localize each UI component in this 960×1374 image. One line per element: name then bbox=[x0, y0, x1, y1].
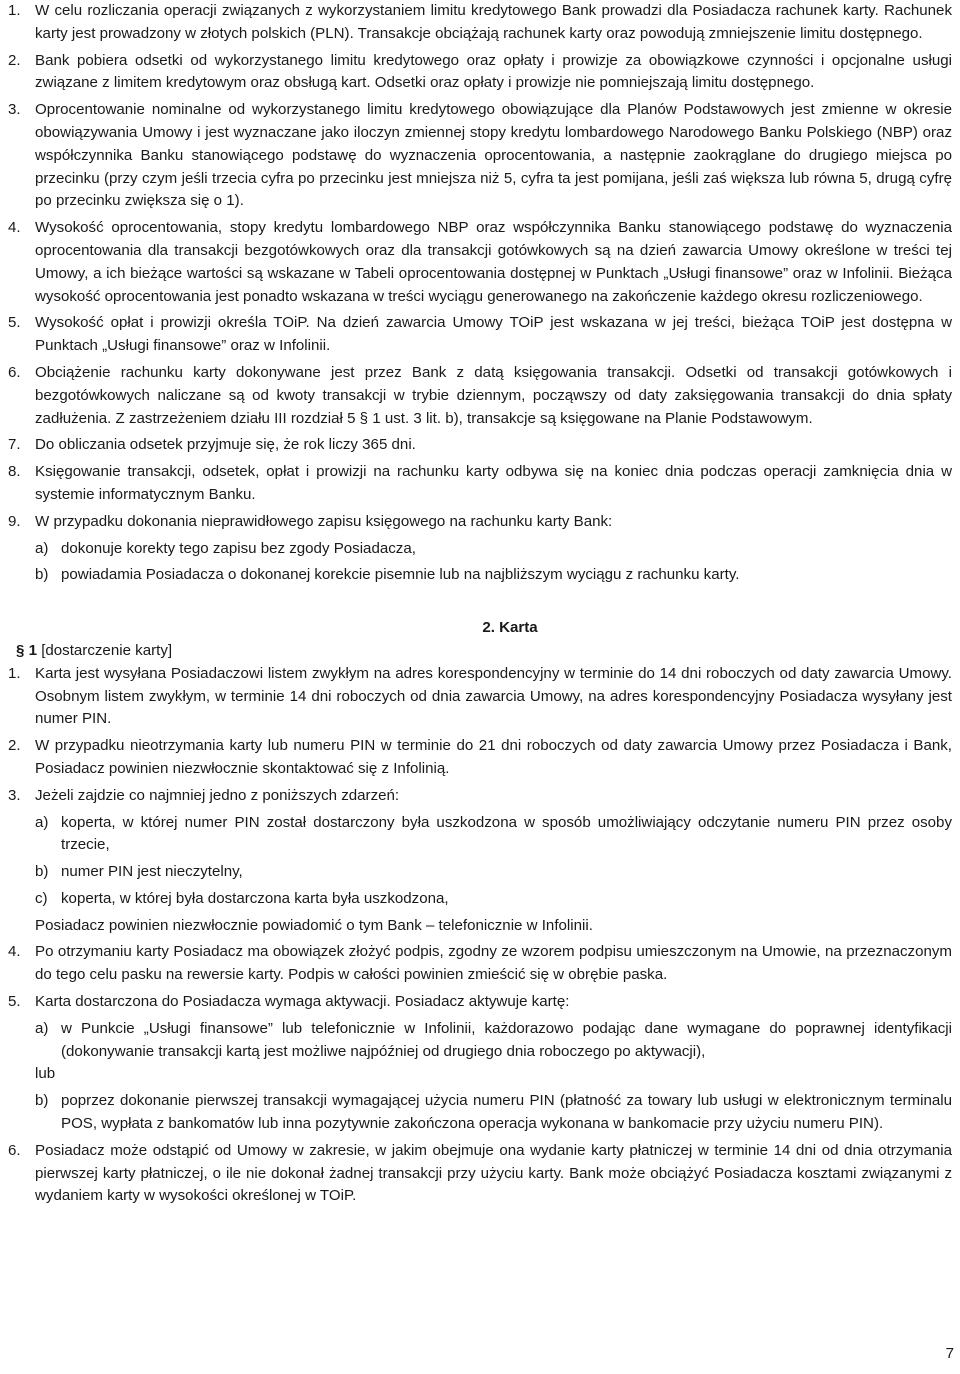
list-item bbox=[8, 785, 952, 808]
list-item bbox=[8, 312, 952, 358]
article-symbol: § 1 bbox=[16, 641, 37, 659]
list-item bbox=[8, 511, 952, 534]
item-number: 3. bbox=[8, 101, 21, 119]
sub-item-text: poprzez dokonanie pierwszej transakcji wymagającej użycia numeru PIN (płatność za towary lub usługi w elektronicznym terminalu POS, wypłata z bankomatów lub inna pozytywnie zakończona operacja wykonana w bankomacie przy użyciu numeru PIN). bbox=[61, 1092, 952, 1133]
item-text: Wysokość opłat i prowizji określa TOiP. Na dzień zawarcia Umowy TOiP jest wskazana w jej treści, bieżąca TOiP jest dostępna w Punktach „Usługi finansowe” oraz w Infolinii. bbox=[35, 314, 952, 355]
list-item bbox=[8, 99, 952, 213]
sub-item-letter: a) bbox=[35, 813, 49, 831]
item-text: W przypadku dokonania nieprawidłowego zapisu księgowego na rachunku karty Bank: bbox=[35, 512, 613, 530]
sub-item-text: w Punkcie „Usługi finansowe” lub telefonicznie w Infolinii, każdorazowo podając dane wymagane do poprawnej identyfikacji (dokonywanie transakcji kartą jest możliwe najpóźniej od drugiego dnia roboczego po aktywacji), bbox=[61, 1019, 952, 1060]
sub-list-item bbox=[8, 888, 952, 911]
list-item bbox=[8, 217, 952, 308]
item-number: 1. bbox=[8, 664, 21, 682]
item-text: Karta jest wysyłana Posiadaczowi listem zwykłym na adres korespondencyjny w terminie do 14 dni roboczych od daty zawarcia Umowy. Osobnym listem zwykłym, w terminie 14 dni roboczych od dnia zawarcia Umowy, na adres korespondencyjny Posiadacza wysyłany jest numer PIN. bbox=[35, 664, 952, 728]
section-heading: 2. Karta bbox=[482, 619, 538, 637]
item-text: Oprocentowanie nominalne od wykorzystanego limitu kredytowego obowiązujące dla Planów Podstawowych jest zmienne w okresie obowiązywania Umowy i jest wyznaczane jako iloczyn zmiennej stopy kredytu lombardowego Narodowego Banku Polskiego (NBP) oraz współczynnika Banku stanowiącego podstawę do wyznaczenia oprocentowania, a następnie zaokrąglane do drugiego miejsca po przecinku (przy czym jeśli trzecia cyfra po przecinku jest mniejsza niż 5, cyfra ta jest pomijana, jeśli zaś większa lub równa 5, drugą cyfrę po przecinku zwiększa się o 1). bbox=[35, 101, 952, 210]
sub-item-letter: b) bbox=[35, 566, 49, 584]
item-number: 6. bbox=[8, 1141, 21, 1159]
page-number: 7 bbox=[945, 1345, 954, 1363]
sub-item-letter: b) bbox=[35, 863, 49, 881]
card-section bbox=[8, 617, 952, 1208]
sub-list-item bbox=[8, 812, 952, 858]
sub-list-item bbox=[8, 1090, 952, 1136]
sub-item-letter: a) bbox=[35, 539, 49, 557]
item-text: Posiadacz może odstąpić od Umowy w zakresie, w jakim obejmuje ona wydanie karty płatniczej w terminie 14 dni od dnia otrzymania pierwszej karty płatniczej, o ile nie dokonał żadnej transakcji przy użyciu karty. Bank może obciążyć Posiadacza kosztami związanymi z wydaniem karty w wysokości określonej w TOiP. bbox=[35, 1141, 952, 1205]
sub-item-text: dokonuje korekty tego zapisu bez zgody Posiadacza, bbox=[61, 539, 416, 557]
item-number: 4. bbox=[8, 943, 21, 961]
item-number: 2. bbox=[8, 737, 21, 755]
item-text: Księgowanie transakcji, odsetek, opłat i prowizji na rachunku karty odbywa się na koniec dnia podczas operacji zamknięcia dnia w systemie informatycznym Banku. bbox=[35, 463, 952, 503]
sub-list-item bbox=[8, 538, 952, 561]
sub-list-item bbox=[8, 1018, 952, 1064]
closing-paragraph: Posiadacz powinien niezwłocznie powiadomić o tym Bank – telefonicznie w Infolinii. bbox=[35, 916, 593, 934]
list-item bbox=[8, 991, 952, 1014]
item-text: Do obliczania odsetek przyjmuje się, że rok liczy 365 dni. bbox=[35, 436, 416, 454]
list-item bbox=[8, 0, 952, 46]
sub-item-letter: c) bbox=[35, 889, 48, 907]
item-text: W celu rozliczania operacji związanych z wykorzystaniem limitu kredytowego Bank prowadzi dla Posiadacza rachunek karty. Rachunek karty jest prowadzony w złotych polskich (PLN). Transakcje obciążają rachunek karty oraz powodują zmniejszenie limitu dostępnego. bbox=[35, 2, 952, 42]
sub-item-text: numer PIN jest nieczytelny, bbox=[61, 863, 243, 881]
item-text: Wysokość oprocentowania, stopy kredytu lombardowego NBP oraz współczynnika Banku stanowiącego podstawę do wyznaczenia oprocentowania dla transakcji bezgotówkowych oraz dla transakcji gotówkowych są na dzień zawarcia Umowy określone w treści tej Umowy, a ich bieżące wartości są wskazane w Tabeli oprocentowania dostępnej w Punktach „Usługi finansowe” oraz w Infolinii. Bieżąca wysokość oprocentowania jest ponadto wskazana w treści wyciągu generowanego na zakończenie każdego okresu rozliczeniowego. bbox=[35, 219, 952, 305]
item-number: 5. bbox=[8, 314, 21, 332]
sub-item-text: powiadamia Posiadacza o dokonanej korekcie pisemnie lub na najbliższym wyciągu z rachunku karty. bbox=[61, 566, 740, 584]
item-number: 4. bbox=[8, 219, 21, 237]
sub-item-text: koperta, w której numer PIN został dostarczony była uszkodzona w sposób umożliwiający odczytanie numeru PIN przez osoby trzecie, bbox=[61, 813, 952, 854]
sub-item-text: koperta, w której była dostarczona karta była uszkodzona, bbox=[61, 889, 449, 907]
item-text: Karta dostarczona do Posiadacza wymaga aktywacji. Posiadacz aktywuje kartę: bbox=[35, 993, 570, 1011]
item-number: 1. bbox=[8, 2, 21, 19]
list-item bbox=[8, 941, 952, 987]
item-number: 8. bbox=[8, 463, 21, 481]
list-item bbox=[8, 663, 952, 731]
item-number: 6. bbox=[8, 363, 21, 381]
list-item bbox=[8, 461, 952, 507]
item-number: 7. bbox=[8, 436, 21, 454]
list-item bbox=[8, 735, 952, 781]
or-connector: lub bbox=[35, 1065, 56, 1083]
item-number: 2. bbox=[8, 51, 21, 69]
item-text: Po otrzymaniu karty Posiadacz ma obowiązek złożyć podpis, zgodny ze wzorem podpisu umieszczonym na Umowie, na przeznaczonym do tego celu pasku na rewersie karty. Podpis w całości powinien zmieścić się w obrębie paska. bbox=[35, 943, 952, 984]
article-title-text: [dostarczenie karty] bbox=[41, 641, 173, 659]
item-text: W przypadku nieotrzymania karty lub numeru PIN w terminie do 21 dni roboczych od daty zawarcia Umowy przez Posiadacza i Bank, Posiadacz powinien niezwłocznie skontaktować się z Infolinią. bbox=[35, 737, 952, 777]
sub-item-letter: b) bbox=[35, 1092, 49, 1110]
list-item bbox=[8, 50, 952, 96]
item-text: Obciążenie rachunku karty dokonywane jest przez Bank z datą księgowania transakcji. Odsetki od transakcji gotówkowych i bezgotówkowych naliczane są od kwoty transakcji w trybie dziennym, począwszy od daty zaksięgowania transakcji do dnia spłaty zadłużenia. Z zastrzeżeniem działu III rozdział 5 § 1 ust. 3 lit. b), transakcje są księgowane na Planie Podstawowym. bbox=[35, 363, 952, 427]
item-text: Jeżeli zajdzie co najmniej jedno z poniższych zdarzeń: bbox=[35, 786, 400, 804]
list-item bbox=[8, 434, 952, 457]
sub-list-item bbox=[8, 564, 952, 587]
sub-list-item bbox=[8, 861, 952, 884]
item-text: Bank pobiera odsetki od wykorzystanego limitu kredytowego oraz opłaty i prowizje za obowiązkowe czynności i opcjonalne usługi związane z limitem kredytowym oraz obsługą kart. Odsetki oraz opłaty i prowizje nie pomniejszają limitu dostępnego. bbox=[35, 51, 952, 92]
article-title bbox=[8, 640, 952, 663]
item-number: 9. bbox=[8, 512, 21, 530]
list-item bbox=[8, 362, 952, 430]
sub-item-letter: a) bbox=[35, 1019, 49, 1037]
list-item bbox=[8, 1140, 952, 1208]
item-number: 5. bbox=[8, 993, 21, 1011]
item-number: 3. bbox=[8, 786, 21, 804]
interest-section bbox=[8, 0, 952, 587]
